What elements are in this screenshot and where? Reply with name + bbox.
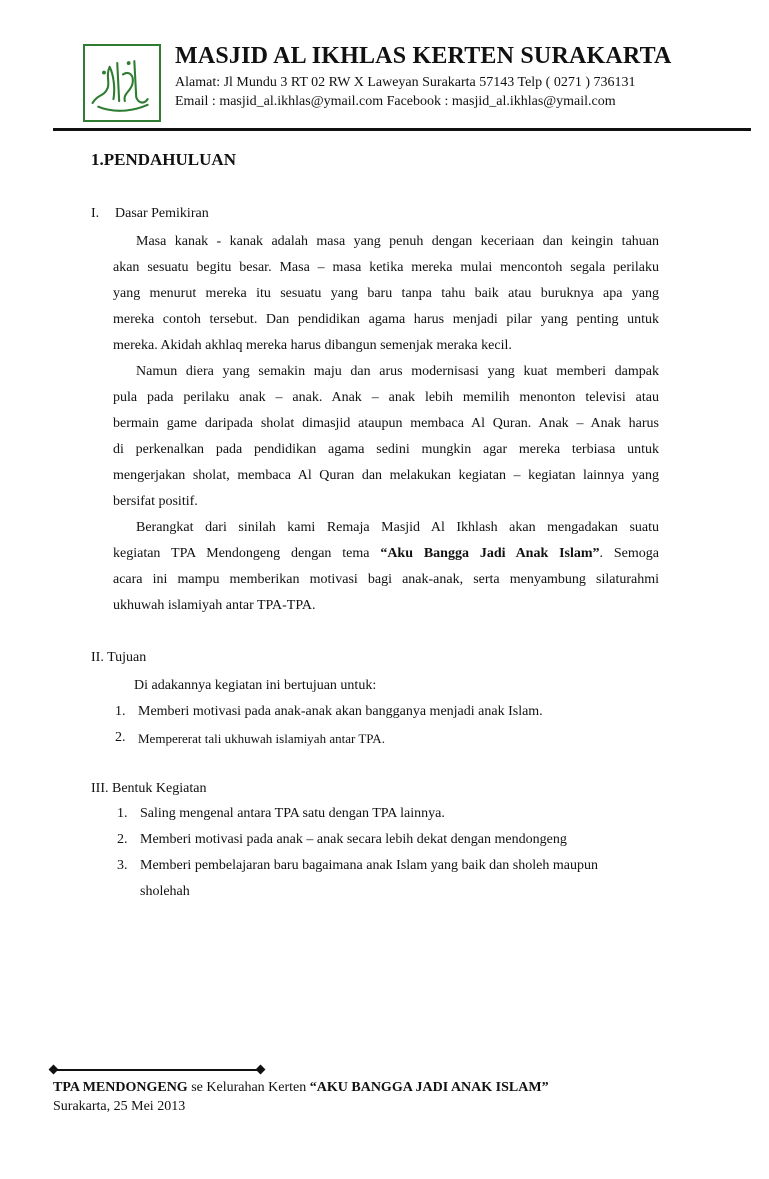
footer-event-mid: se Kelurahan Kerten bbox=[187, 1080, 310, 1095]
part1-line-theme bbox=[113, 546, 659, 562]
theme-pre: kegiatan TPA Mendongeng dengan tema bbox=[113, 546, 381, 561]
list-number: 2. bbox=[115, 730, 126, 745]
part1-line: bermain game daripada sholat dimasjid ataupun membaca Al Quran. Anak – Anak harus bbox=[113, 416, 659, 431]
theme-post: . Semoga bbox=[599, 546, 659, 561]
part1-line: Masa kanak - kanak adalah masa yang penuh dengan keceriaan dan keingin tahuan bbox=[136, 234, 659, 249]
part2-intro: Di adakannya kegiatan ini bertujuan untuk: bbox=[134, 678, 377, 693]
header-divider bbox=[53, 128, 751, 131]
footer-event-theme: “AKU BANGGA JADI ANAK ISLAM” bbox=[309, 1080, 549, 1095]
theme-title: “Aku Bangga Jadi Anak Islam” bbox=[380, 546, 600, 561]
part1-line: di perkenalkan pada pendidikan agama sedini mungkin agar mereka terbiasa untuk bbox=[113, 442, 659, 457]
part1-line: yang menurut mereka itu sesuatu yang baru tanpa tahu baik atau buruknya apa yang bbox=[113, 286, 659, 301]
part1-line: mereka contoh tersebut. Dan pendidikan agama harus menjadi pilar yang penting untuk bbox=[113, 312, 659, 327]
list-number: 1. bbox=[115, 704, 126, 719]
list-number: 1. bbox=[117, 806, 128, 821]
footer-diamond-right bbox=[256, 1065, 266, 1075]
footer-event bbox=[53, 1080, 549, 1096]
part1-number: I. bbox=[91, 206, 100, 221]
part1-heading: Dasar Pemikiran bbox=[115, 206, 209, 221]
part1-line: Berangkat dari sinilah kami Remaja Masjid Al Ikhlash akan mengadakan suatu bbox=[136, 520, 659, 535]
list-item: Saling mengenal antara TPA satu dengan TPA lainnya. bbox=[140, 806, 445, 821]
organization-address: Alamat: Jl Mundu 3 RT 02 RW X Laweyan Surakarta 57143 Telp ( 0271 ) 736131 bbox=[175, 75, 636, 90]
list-item: Memberi motivasi pada anak – anak secara lebih dekat dengan mendongeng bbox=[140, 832, 567, 847]
list-number: 3. bbox=[117, 858, 128, 873]
list-item: Memberi motivasi pada anak-anak akan bangganya menjadi anak Islam. bbox=[138, 704, 543, 719]
footer-divider bbox=[53, 1069, 261, 1071]
part1-line: ukhuwah islamiyah antar TPA-TPA. bbox=[113, 598, 316, 613]
list-item-continuation: sholehah bbox=[140, 884, 190, 899]
part3-heading: III. Bentuk Kegiatan bbox=[91, 781, 207, 796]
organization-contact: Email : masjid_al.ikhlas@ymail.com Facebook : masjid_al.ikhlas@ymail.com bbox=[175, 94, 616, 109]
footer-diamond-left bbox=[49, 1065, 59, 1075]
part1-line: pula pada perilaku anak – anak. Anak – anak lebih memilih menonton televisi atau bbox=[113, 390, 659, 405]
part2-heading: II. Tujuan bbox=[91, 650, 147, 665]
part1-line: akan sesuatu begitu besar. Masa – masa ketika mereka mulai mencontoh segala perilaku bbox=[113, 260, 659, 275]
part1-line: mereka. Akidah akhlaq mereka harus dibangun semenjak meraka kecil. bbox=[113, 338, 512, 353]
part1-line: Namun diera yang semakin maju dan arus modernisasi yang kuat memberi dampak bbox=[136, 364, 659, 379]
part1-line: acara ini mampu memberikan motivasi bagi anak-anak, serta menyambung silaturahmi bbox=[113, 572, 659, 587]
footer-event-name: TPA MENDONGENG bbox=[53, 1080, 188, 1095]
organization-name: MASJID AL IKHLAS KERTEN SURAKARTA bbox=[175, 43, 672, 69]
mosque-logo bbox=[83, 44, 161, 122]
part1-line: mengerjakan sholat, membaca Al Quran dan melakukan kegiatan – kegiatan lainnya yang bbox=[113, 468, 659, 483]
list-item: Mempererat tali ukhuwah islamiyah antar TPA. bbox=[138, 731, 385, 746]
list-number: 2. bbox=[117, 832, 128, 847]
list-item: Memberi pembelajaran baru bagaimana anak Islam yang baik dan sholeh maupun bbox=[140, 858, 598, 873]
footer-place-date: Surakarta, 25 Mei 2013 bbox=[53, 1099, 186, 1114]
section-title: 1.PENDAHULUAN bbox=[91, 150, 236, 169]
calligraphy-logo-icon bbox=[85, 46, 159, 120]
part1-line: bersifat positif. bbox=[113, 494, 198, 509]
